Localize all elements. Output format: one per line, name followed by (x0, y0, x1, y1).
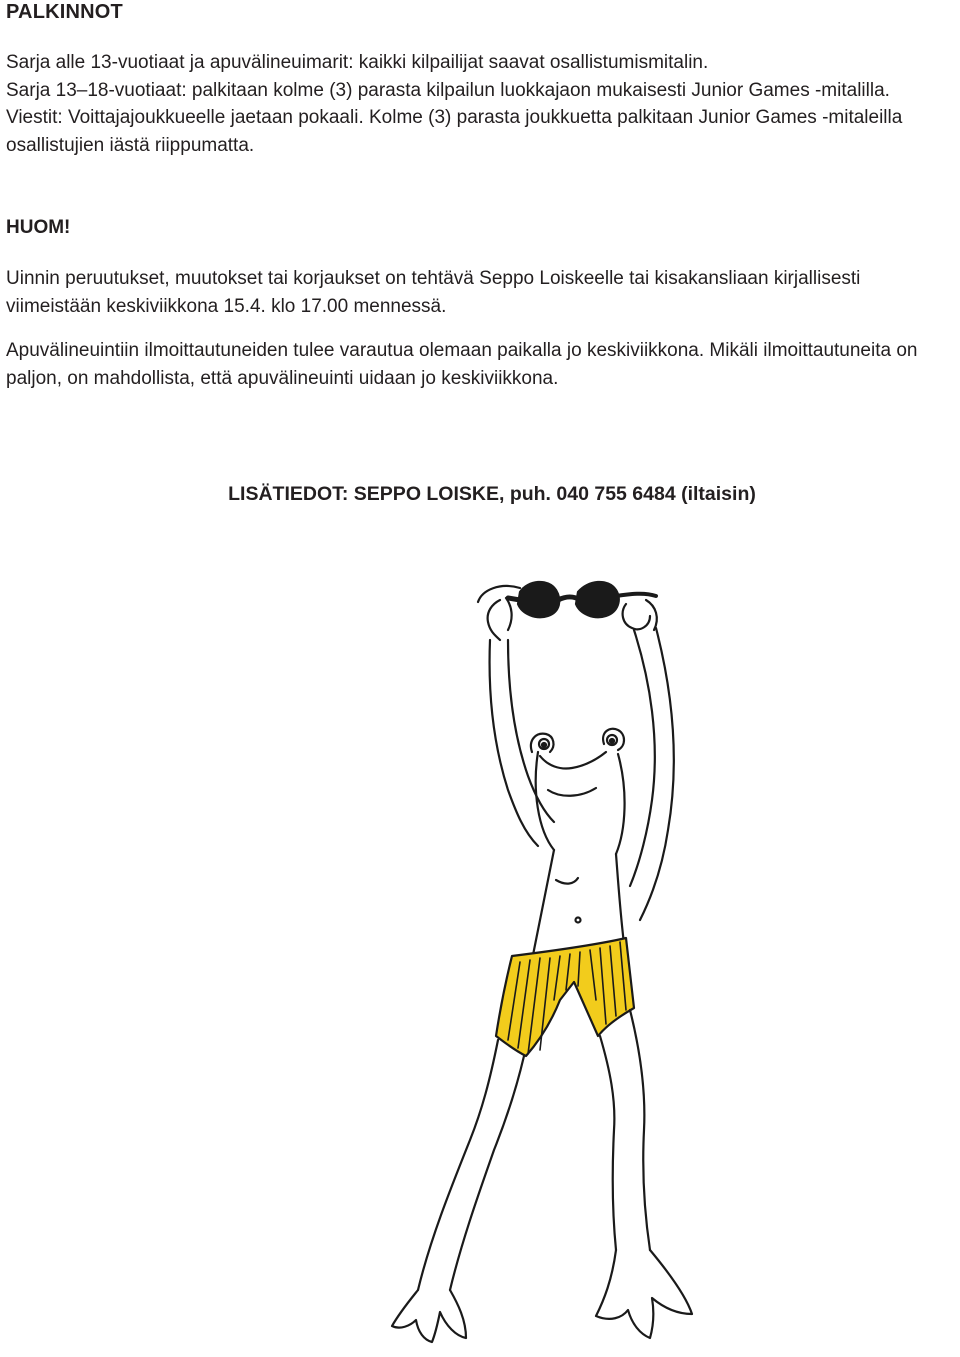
prize-line-under-13: Sarja alle 13-vuotiaat ja apuvälineuimarit: kaikki kilpailijat saavat osallistumismitalin. (6, 52, 709, 73)
right-leg (596, 1010, 692, 1338)
right-arm (623, 600, 674, 920)
swim-shorts (496, 938, 634, 1056)
note-assistive-swimming: Apuvälineuintiin ilmoittautuneiden tulee varautua olemaan paikalla jo keskiviikkona. Mikäli ilmoittautuneita on paljon, on mahdollista, että apuvälineuinti uidaan jo keskiviikkona. (6, 340, 918, 389)
note-cancellations: Uinnin peruutukset, muutokset tai korjaukset on tehtävä Seppo Loiskeelle tai kisakansliaan kirjallisesti viimeistään keskiviikkona 15.4. klo 17.00 mennessä. (6, 268, 861, 317)
contact-info: LISÄTIEDOT: SEPPO LOISKE, puh. 040 755 6484 (iltaisin) (228, 483, 756, 505)
frog-torso (532, 850, 624, 960)
frog-head (531, 729, 625, 854)
notice-heading: HUOM! (6, 217, 71, 238)
notes-section (6, 265, 960, 392)
prize-line-13-18: Sarja 13–18-vuotiaat: palkitaan kolme (3) parasta kilpailun luokkajaon mukaisesti Junior Games -mitalilla. (6, 79, 890, 101)
section-heading: PALKINNOT (6, 1, 123, 23)
left-arm (488, 598, 554, 846)
prizes-section (6, 49, 960, 159)
left-leg (392, 1040, 524, 1342)
prize-line-relays: Viestit: Voittajajoukkueelle jaetaan pokaali. Kolme (3) parasta joukkuetta palkitaan Junior Games -mitaleilla osallistujien iästä riippumatta. (6, 107, 903, 156)
goggles-icon (478, 582, 656, 617)
